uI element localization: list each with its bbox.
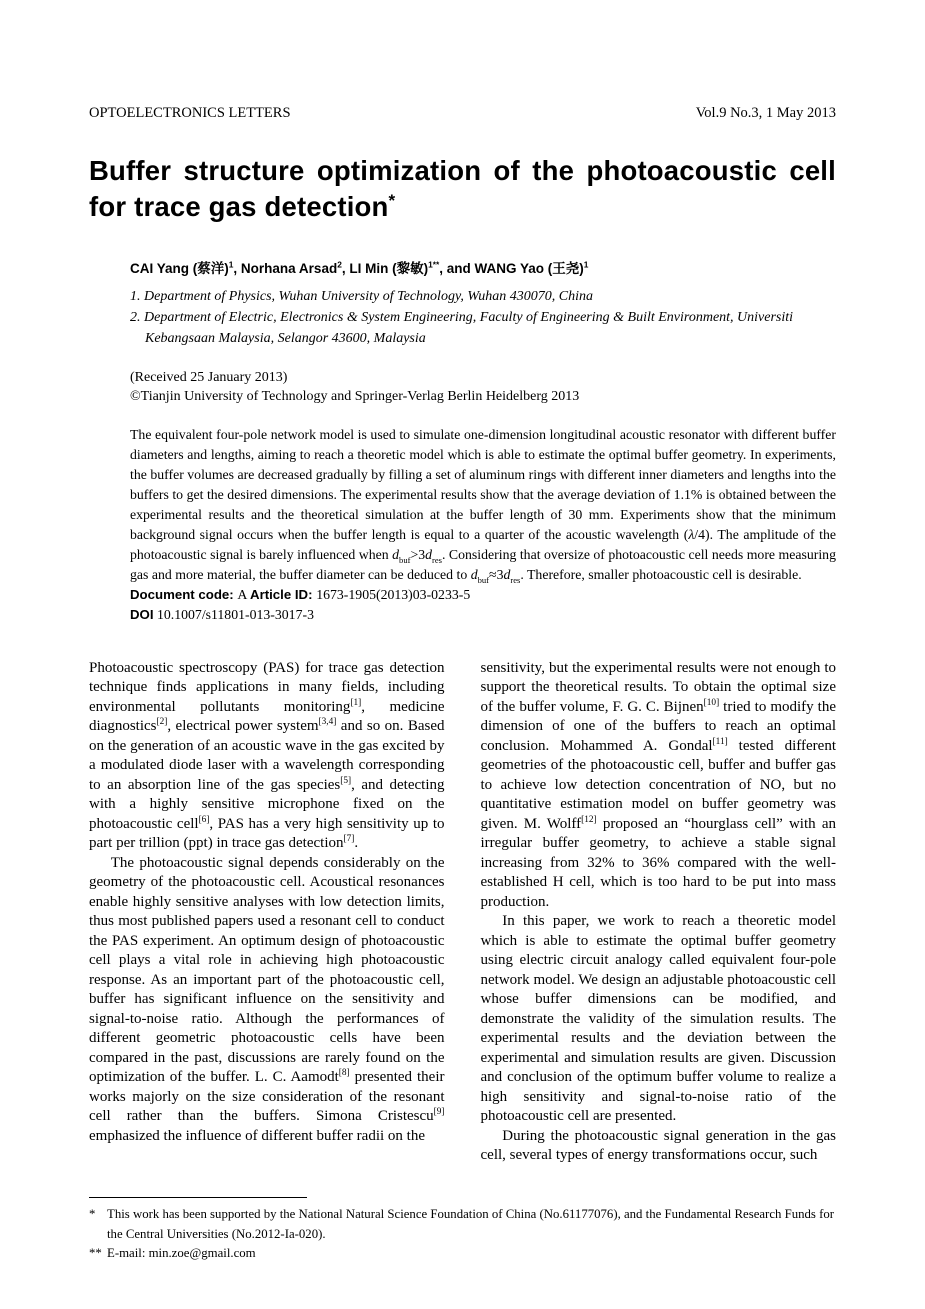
- superscript: [10]: [703, 697, 720, 708]
- document-code-line: Document code: A Article ID: 1673-1905(2013)03-0233-5: [130, 586, 471, 602]
- article-title-line1: Buffer structure optimization of the photoacoustic cell: [89, 155, 836, 186]
- superscript: 1: [583, 259, 589, 269]
- abstract: The equivalent four-pole network model is used to simulate one-dimension longitudinal acoustic resonator with different buffer diameters and lengths, aiming to reach a theoretic model which is able to estimate the optimal buffer geometry. In experiments, the buffer volumes are decreased gradually by filling a set of aluminum rings with different inner diameters and lengths into the buffers to get the desired dimensions. The experimental results show that the average deviation of 1.1% is obtained between the experimental results and the theoretical simulation at the buffer length of 30 mm. Experiments show that the minimum background signal occurs when the buffer length is equal to a quarter of the acoustic wavelength (λ/4). The amplitude of the photoacoustic signal is barely influenced when $d_{buf}>3d_{res}$. Considering that oversize of photoacoustic cell needs more measuring gas and more material, the buffer diameter can be deduced to $d_{buf}\approx 3d_{res}$. Therefore, smaller photoacoustic cell is desirable.: [130, 426, 836, 585]
- subscript: res: [510, 574, 521, 585]
- superscript: [3,4]: [318, 717, 337, 727]
- footnote: ** E-mail: min.zoe@gmail.com: [89, 1244, 836, 1263]
- body-text: [89, 659, 836, 1166]
- footnote-block: [89, 1197, 836, 1263]
- bold-label: Article ID:: [250, 586, 317, 602]
- superscript: 1: [228, 259, 234, 269]
- italic-text: d: [470, 566, 478, 582]
- paragraph: In this paper, we work to reach a theoretic model which is able to estimate the optimal buffer geometry using electric circuit analogy called equivalent four-pole network model. We design an adjustable photoacoustic cell whose buffer dimensions can be modified, and demonstrate the validity of the simulation results. The experimental results and the deviation between the experimental and simulation results are given. Discussion and conclusion of the optimum buffer volume to realize a high sensitivity and signal-to-noise ratio of the photoacoustic cell are presented.: [480, 913, 836, 1124]
- footnote-rule: [89, 1197, 307, 1198]
- subscript: buf: [399, 554, 411, 565]
- italic-text: d: [392, 546, 400, 562]
- paragraph: During the photoacoustic signal generation in the gas cell, several types of energy transformations occur, such: [480, 1127, 836, 1163]
- paragraph: Photoacoustic spectroscopy (PAS) for trace gas detection technique finds applications in many fields, including environmental pollutants monitoring[1], medicine diagnostics[2], electrical power system[3,4] and so on. Based on the generation of an acoustic wave in the gas excited by a modulated diode laser with a wavelength corresponding to an absorption line of the gas species[5], and detecting with a highly sensitive microphone fixed on the photoacoustic cell[6], PAS has a very high sensitivity up to part per trillion (ppt) in trace gas detection[7].: [89, 659, 445, 851]
- subscript: res: [432, 554, 443, 565]
- footnote: * This work has been supported by the National Natural Science Foundation of China (No.61177076), and the Fundamental Research Funds for the Central Universities (No.2012-Ia-020).: [89, 1207, 835, 1241]
- running-head: [89, 105, 836, 122]
- footnote-marker: *: [89, 1207, 96, 1222]
- issue-info: Vol.9 No.3, 1 May 2013: [695, 105, 836, 121]
- superscript: [11]: [712, 736, 728, 747]
- doi-line: DOI 10.1007/s11801-013-3017-3: [130, 606, 314, 622]
- bold-label: Document code:: [130, 586, 238, 602]
- superscript: [1]: [350, 697, 362, 708]
- subscript: buf: [477, 574, 489, 585]
- italic-text: d: [503, 566, 511, 582]
- superscript: [8]: [338, 1068, 350, 1078]
- author-line: CAI Yang (蔡洋)$^1$, Norhana Arsad$^2$, LI Min (黎敏)$^{1**}$, and WANG Yao (王尧)$^1$: [130, 259, 589, 276]
- article-title-line2: for trace gas detection*: [89, 190, 396, 222]
- superscript: 2: [337, 259, 342, 269]
- journal-name: OPTOELECTRONICS LETTERS: [89, 105, 291, 121]
- article-title: [89, 153, 836, 225]
- superscript: [5]: [340, 775, 352, 786]
- superscript: [12]: [581, 814, 597, 825]
- right-column: [481, 659, 837, 1166]
- superscript: 1**: [428, 259, 440, 269]
- paragraph: The photoacoustic signal depends considerably on the geometry of the photoacoustic cell. Acoustical resonances enable highly sensitive analyses with low detection limits, thus most published papers used a resonant cell to conduct the PAS experiment. An optimum design of photoacoustic cell plays a vital role in achieving high photoacoustic response. As an important part of the photoacoustic cell, buffer has significant influence on the sensitivity and signal-to-noise ratio. Although the performances of different geometric photoacoustic cells have been compared in the past, discussions are rarely found on the optimization of the buffer. L. C. Aamodt[8] presented their works majorly on the size consideration of the resonant cell rather than the buffers. Simona Cristescu[9] emphasized the influence of different buffer radii on the: [89, 854, 445, 1144]
- received-date: (Received 25 January 2013): [130, 369, 288, 385]
- italic-text: λ: [688, 526, 695, 542]
- copyright-line: ©Tianjin University of Technology and Springer-Verlag Berlin Heidelberg 2013: [130, 388, 580, 404]
- superscript: [9]: [433, 1107, 445, 1117]
- italic-text: d: [425, 546, 433, 562]
- footnote-list: [89, 1205, 836, 1263]
- paragraph: sensitivity, but the experimental results were not enough to support the theoretical results. To obtain the optimal size of the buffer volume, F. G. C. Bijnen[10] tried to modify the dimension of one of the buffers to reach an optimal conclusion. Mohammed A. Gondal[11] tested different geometries of the photoacoustic cell, buffer and buffer gas to achieve low detection concentration of NO, but no quantitative estimation model on buffer geometry was given. M. Wolff[12] proposed an “hourglass cell” with an irregular buffer geometry, to achieve a stable signal increasing from 32% to 36% compared with the well-established H cell, which is too hard to be put into mass production.: [480, 659, 836, 910]
- affiliation-list: [130, 286, 836, 349]
- affiliation: 1. Department of Physics, Wuhan University of Technology, Wuhan 430070, China: [130, 288, 594, 304]
- bold-label: DOI: [130, 606, 154, 622]
- superscript: [2]: [156, 717, 168, 727]
- superscript: [7]: [343, 834, 355, 844]
- left-column: [89, 659, 445, 1166]
- footnote-marker: **: [89, 1245, 102, 1260]
- affiliation: 2. Department of Electric, Electronics & System Engineering, Faculty of Engineering & Built Environment, Universiti Kebangsaan Malaysia, Selangor 43600, Malaysia: [130, 309, 794, 346]
- superscript: *: [388, 190, 396, 210]
- front-matter: [130, 257, 836, 625]
- superscript: [6]: [198, 814, 210, 825]
